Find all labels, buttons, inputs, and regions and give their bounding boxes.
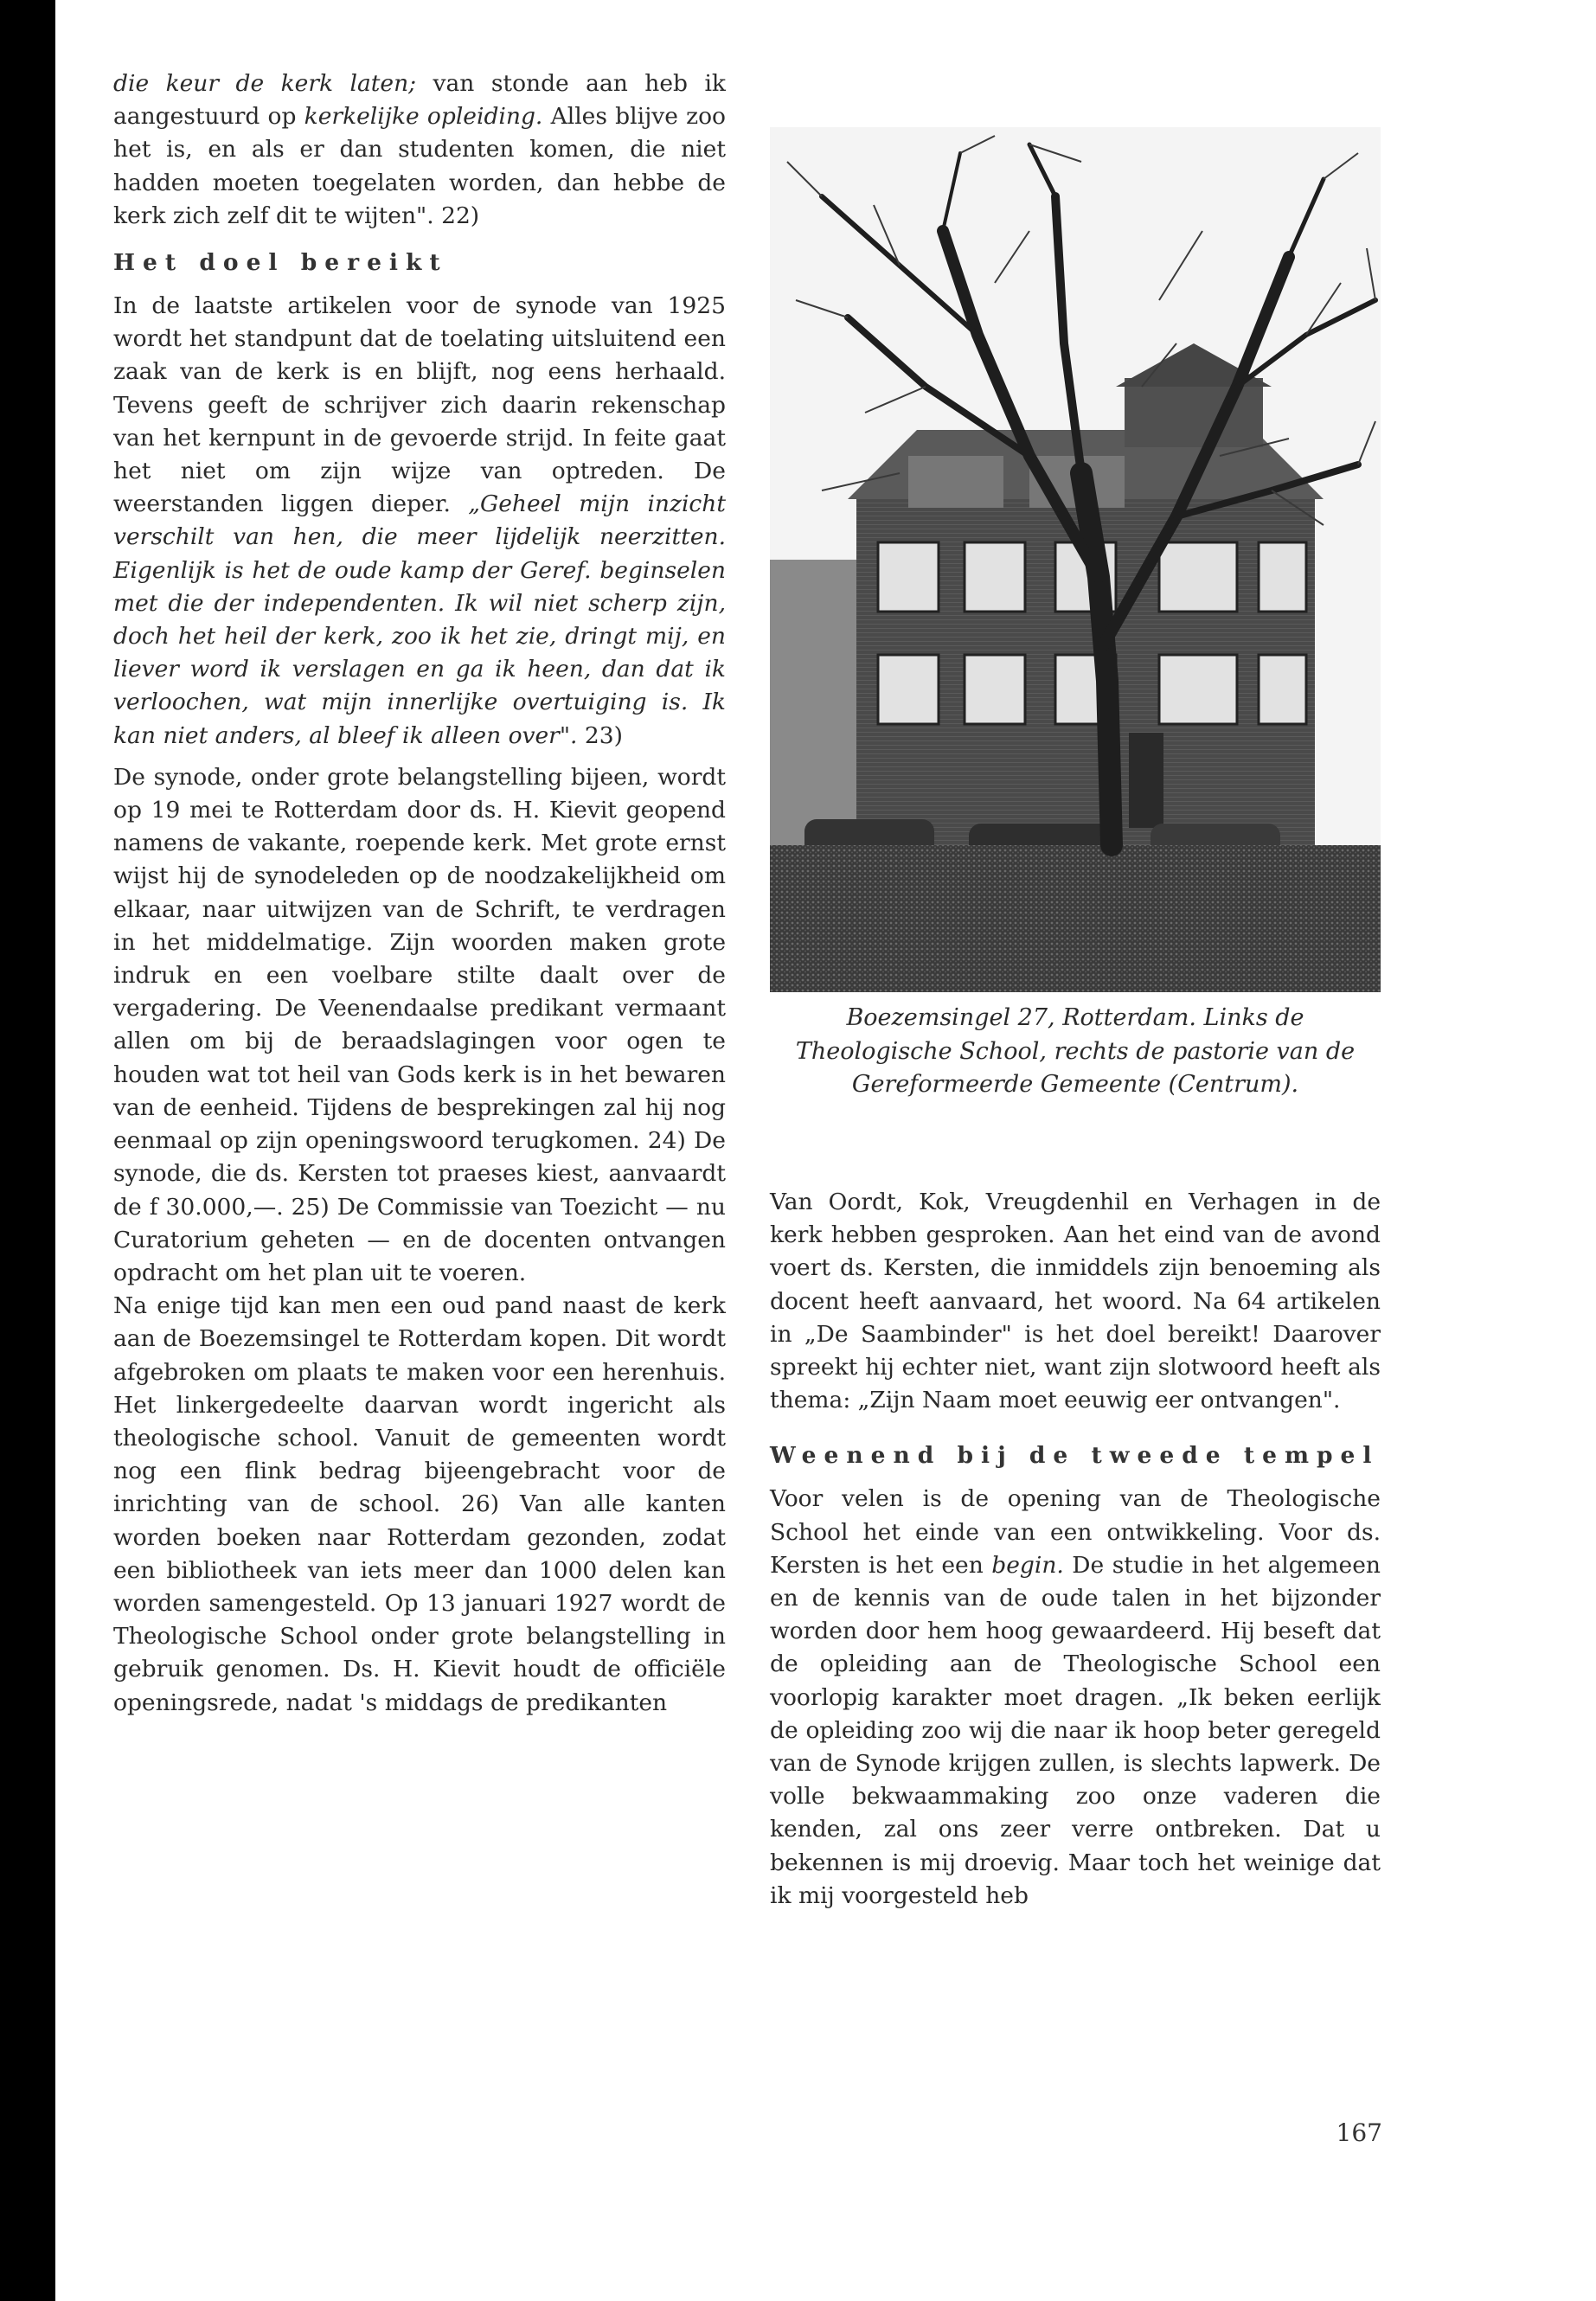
heading-het-doel-bereikt: Het doel bereikt xyxy=(113,249,448,277)
paragraph-weenend xyxy=(770,1483,1381,1913)
paragraph-pand: Na enige tijd kan men een oud pand naast de kerk aan de Boezemsingel te Rotterdam kopen. Dit wordt afgebroken om plaats te maken voor een herenhuis. Het linkergedeelte daarvan wordt ingericht als theologische school. Vanuit de gemeenten wordt nog een flink bedrag bijeengebracht voor de inrichting van de school. 26) Van alle kanten worden boeken naar Rotterdam gezonden, zodat een bibliotheek van iets meer dan 1000 delen kan worden samengesteld. Op 13 januari 1927 wordt de Theologische School onder grote belangstelling in gebruik genomen. Ds. H. Kievit houdt de officiële openingsrede, nadat 's middags de predikanten xyxy=(113,1292,726,1716)
synode-quote: „Geheel mijn inzicht verschilt van hen, die meer lijdelijk neerzitten. Eigenlijk is het de oude kamp der Geref. beginselen met die der independenten. Ik wil niet scherp zijn, doch het heil der kerk, zoo ik het zie, dringt mij, en liever word ik verslagen en ga ik heen, dan dat ik verloochen, wat mijn innerlijke overtuiging is. Ik kan niet anders, al bleef ik alleen over". xyxy=(113,490,726,749)
synode-text: In de laatste artikelen voor de synode van 1925 wordt het standpunt dat de toelating uitsluitend een zaak van de kerk is en blijft, nog eens herhaald. Tevens geeft de schrijver zich daarin rekenschap van het kernpunt in de gevoerde strijd. In feite gaat het niet om zijn wijze van optreden. De weerstanden liggen dieper. xyxy=(113,292,726,518)
photo-caption: Boezemsingel 27, Rotterdam. Links de Theologische School, rechts de pastorie van de Gereformeerde Gemeente (Centrum). xyxy=(795,1004,1356,1098)
intro-paragraph xyxy=(113,67,726,233)
weenend-text-b: De studie in het algemeen en de kennis van de oude talen in het bijzonder worden door hem hoog gewaardeerd. Hij beseft dat de opleiding aan de Theologische School een voorlopig karakter moet dragen. „Ik beken eerlijk de opleiding zoo wij die naar ik hoop beter geregeld van de Synode krijgen zullen, is slechts lapwerk. De volle bekwaammaking zoo onze vaderen die kenden, zal ons zeer verre ontbreken. Dat u bekennen is mij droevig. Maar toch het weinige dat ik mij voorgesteld heb xyxy=(770,1551,1381,1909)
left-column xyxy=(113,67,726,1720)
intro-italic-a: die keur de kerk laten; xyxy=(113,70,417,97)
intro-text-a: van stonde aan heb ik aangestuurd op xyxy=(113,70,726,131)
paragraph-synode xyxy=(113,290,726,753)
footnote-ref-23: 23) xyxy=(577,721,623,749)
weenend-text-a: Voor velen is de opening van de Theologische School het einde van een ontwikkeling. Voor ds. Kersten is het een xyxy=(770,1485,1381,1579)
paragraph-opening: De synode, onder grote belangstelling bijeen, wordt op 19 mei te Rotterdam door ds. H. Kievit geopend namens de vakante, roepende kerk. Met grote ernst wijst hij de synodeleden op de noodzakelijkheid om elkaar, naar uitwijzen van de Schrift, te verdragen in het middelmatige. Zijn woorden maken grote indruk en een voelbare stilte daalt over de vergadering. De Veenendaalse predikant vermaant allen om bij de beraadslagingen voor ogen te houden wat tot heil van Gods kerk is in het bewaren van de eenheid. Tijdens de besprekingen zal hij nog eenmaal op zijn openingswoord terugkomen. 24) De synode, die ds. Kersten tot praeses kiest, aanvaardt de f 30.000,—. 25) De Commissie van Toezicht — nu Curatorium geheten — en de docenten ontvangen opdracht om het plan uit te voeren. xyxy=(113,763,726,1286)
photo-illustration xyxy=(770,127,1381,992)
page-number: 167 xyxy=(1336,2118,1382,2147)
paragraph-continued: Van Oordt, Kok, Vreugdenhil en Verhagen in de kerk hebben gesproken. Aan het eind van de avond voert ds. Kersten, die inmiddels zijn benoeming als docent heeft aanvaard, het woord. Na 64 artikelen in „De Saambinder" is het doel bereikt! Daarover spreekt hij echter niet, want zijn slotwoord heeft als thema: „Zijn Naam moet eeuwig eer ontvangen". xyxy=(770,1189,1381,1414)
intro-text-b: Alles blijve zoo het is, en als er dan studenten komen, die niet hadden moeten toegelaten worden, dan hebbe de kerk zich zelf dit te wijten". 22) xyxy=(113,103,727,229)
photo-boezemsingel xyxy=(770,127,1381,992)
weenend-italic-begin: begin. xyxy=(991,1551,1064,1579)
right-column xyxy=(770,1186,1381,1913)
intro-italic-b: kerkelijke opleiding. xyxy=(304,103,543,131)
binding-edge xyxy=(0,0,55,2301)
heading-weenend-bij-de-tweede-tempel: Weenend bij de tweede tempel xyxy=(770,1442,1380,1470)
